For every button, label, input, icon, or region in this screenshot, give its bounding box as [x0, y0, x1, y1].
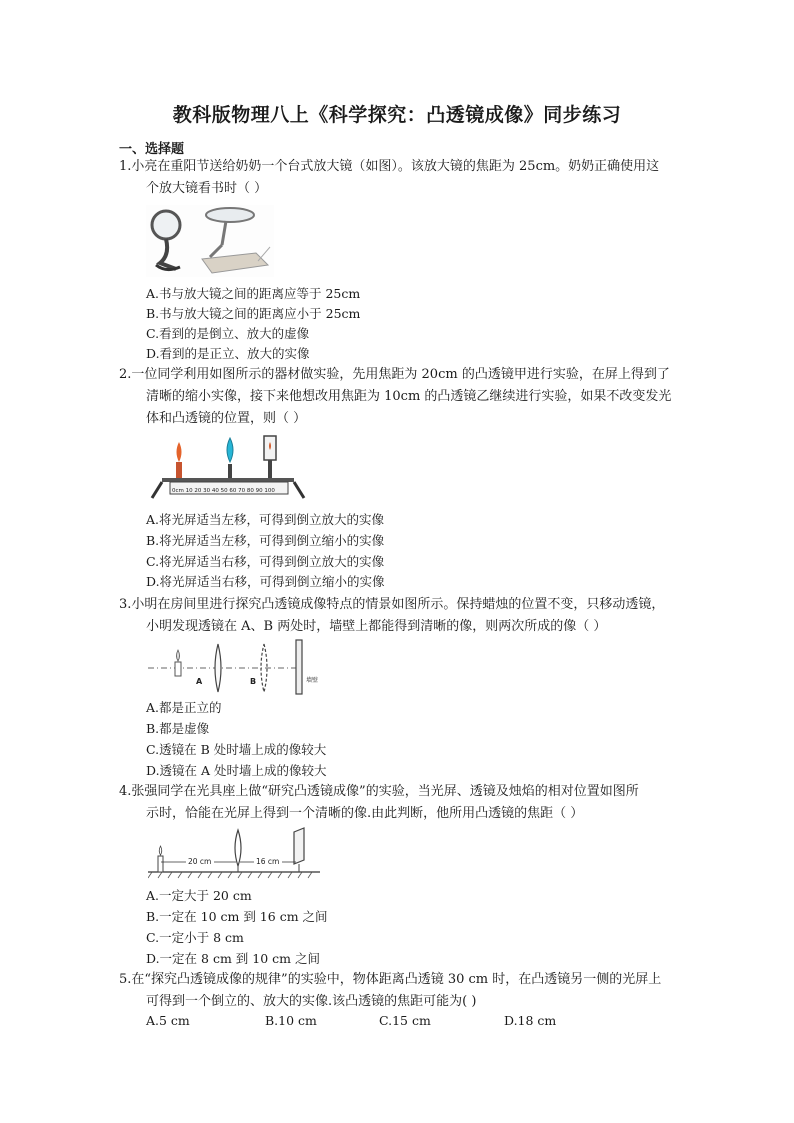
question-1-option-b: B.书与放大镜之间的距离应小于 25cm	[146, 306, 361, 321]
candle-lens-screen-image	[148, 826, 320, 882]
question-5-option-a: A.5 cm	[146, 1013, 190, 1028]
question-3-option-b: B.都是虚像	[146, 721, 210, 736]
question-5-option-d: D.18 cm	[504, 1013, 557, 1028]
page-title: 教科版物理八上《科学探究：凸透镜成像》同步练习	[172, 104, 622, 126]
question-2-option-d: D.将光屏适当右移，可得到倒立缩小的实像	[146, 574, 385, 589]
question-4-stem-line2: 示时，恰能在光屏上得到一个清晰的像.由此判断，他所用凸透镜的焦距（ ）	[146, 806, 584, 821]
lens-wall-figure	[148, 638, 320, 700]
question-2	[119, 364, 699, 430]
question-1-stem-line2: 个放大镜看书时（ ）	[146, 181, 268, 196]
section-heading: 一、选择题	[119, 142, 185, 157]
question-5-stem-line2: 可得到一个倒立的、放大的实像.该凸透镜的焦距可能为( )	[146, 994, 477, 1009]
question-5-option-c: C.15 cm	[379, 1013, 431, 1028]
question-4-option-a: A.一定大于 20 cm	[146, 888, 252, 903]
question-2-stem-line2: 清晰的缩小实像，接下来他想改用焦距为 10cm 的凸透镜乙继续进行实验，如果不改变发光	[146, 389, 672, 404]
lens-wall-image	[148, 638, 320, 696]
question-2-option-c: C.将光屏适当右移，可得到倒立放大的实像	[146, 554, 385, 569]
question-4-option-d: D.一定在 8 cm 到 10 cm 之间	[146, 951, 320, 966]
distance-label-16cm: 16 cm	[256, 857, 280, 866]
magnifier-image	[146, 205, 274, 277]
question-4-option-b: B.一定在 10 cm 到 16 cm 之间	[146, 909, 328, 924]
question-1-option-c: C.看到的是倒立、放大的虚像	[146, 326, 310, 341]
question-3-stem-line1: 3.小明在房间里进行探究凸透镜成像特点的情景如图所示。保持蜡烛的位置不变，只移动透镜，	[119, 597, 665, 612]
question-3	[119, 594, 699, 638]
ruler-scale-text: 0cm 10 20 30 40 50 60 70 80 90 100	[172, 488, 275, 494]
question-2-stem-line1: 2.一位同学利用如图所示的器材做实验，先用焦距为 20cm 的凸透镜甲进行实验，在屏上得到了	[119, 367, 670, 382]
lens-b-label: B	[250, 677, 257, 686]
lens-a-label: A	[196, 677, 203, 686]
question-5-option-b: B.10 cm	[265, 1013, 317, 1028]
candle-lens-screen-figure	[148, 826, 320, 886]
magnifier-figure	[146, 205, 274, 281]
question-2-stem-line3: 体和凸透镜的位置，则（ ）	[146, 411, 307, 426]
question-1-option-a: A.书与放大镜之间的距离应等于 25cm	[146, 286, 361, 301]
question-2-option-b: B.将光屏适当左移，可得到倒立缩小的实像	[146, 533, 385, 548]
wall-label: 墙壁	[306, 677, 319, 684]
question-4	[119, 781, 699, 825]
question-3-option-d: D.透镜在 A 处时墙上成的像较大	[146, 763, 327, 778]
optical-bench-image	[148, 432, 312, 504]
question-1-stem-line1: 1.小亮在重阳节送给奶奶一个台式放大镜（如图）。该放大镜的焦距为 25cm。奶奶正确使用这	[119, 159, 660, 174]
question-4-option-c: C.一定小于 8 cm	[146, 930, 244, 945]
question-1-option-d: D.看到的是正立、放大的实像	[146, 346, 310, 361]
question-1	[119, 156, 699, 200]
distance-label-20cm: 20 cm	[188, 857, 212, 866]
question-3-stem-line2: 小明发现透镜在 A、B 两处时，墙壁上都能得到清晰的像，则两次所成的像（ ）	[146, 619, 607, 634]
question-4-stem-line1: 4.张强同学在光具座上做“研究凸透镜成像”的实验，当光屏、透镜及烛焰的相对位置如图所	[119, 784, 639, 799]
question-2-option-a: A.将光屏适当左移，可得到倒立放大的实像	[146, 512, 385, 527]
question-5	[119, 969, 699, 1013]
question-5-stem-line1: 5.在“探究凸透镜成像的规律”的实验中，物体距离凸透镜 30 cm 时，在凸透镜另一侧的光屏上	[119, 972, 662, 987]
question-3-option-a: A.都是正立的	[146, 700, 222, 715]
optical-bench-figure	[148, 432, 312, 508]
question-3-option-c: C.透镜在 B 处时墙上成的像较大	[146, 742, 327, 757]
